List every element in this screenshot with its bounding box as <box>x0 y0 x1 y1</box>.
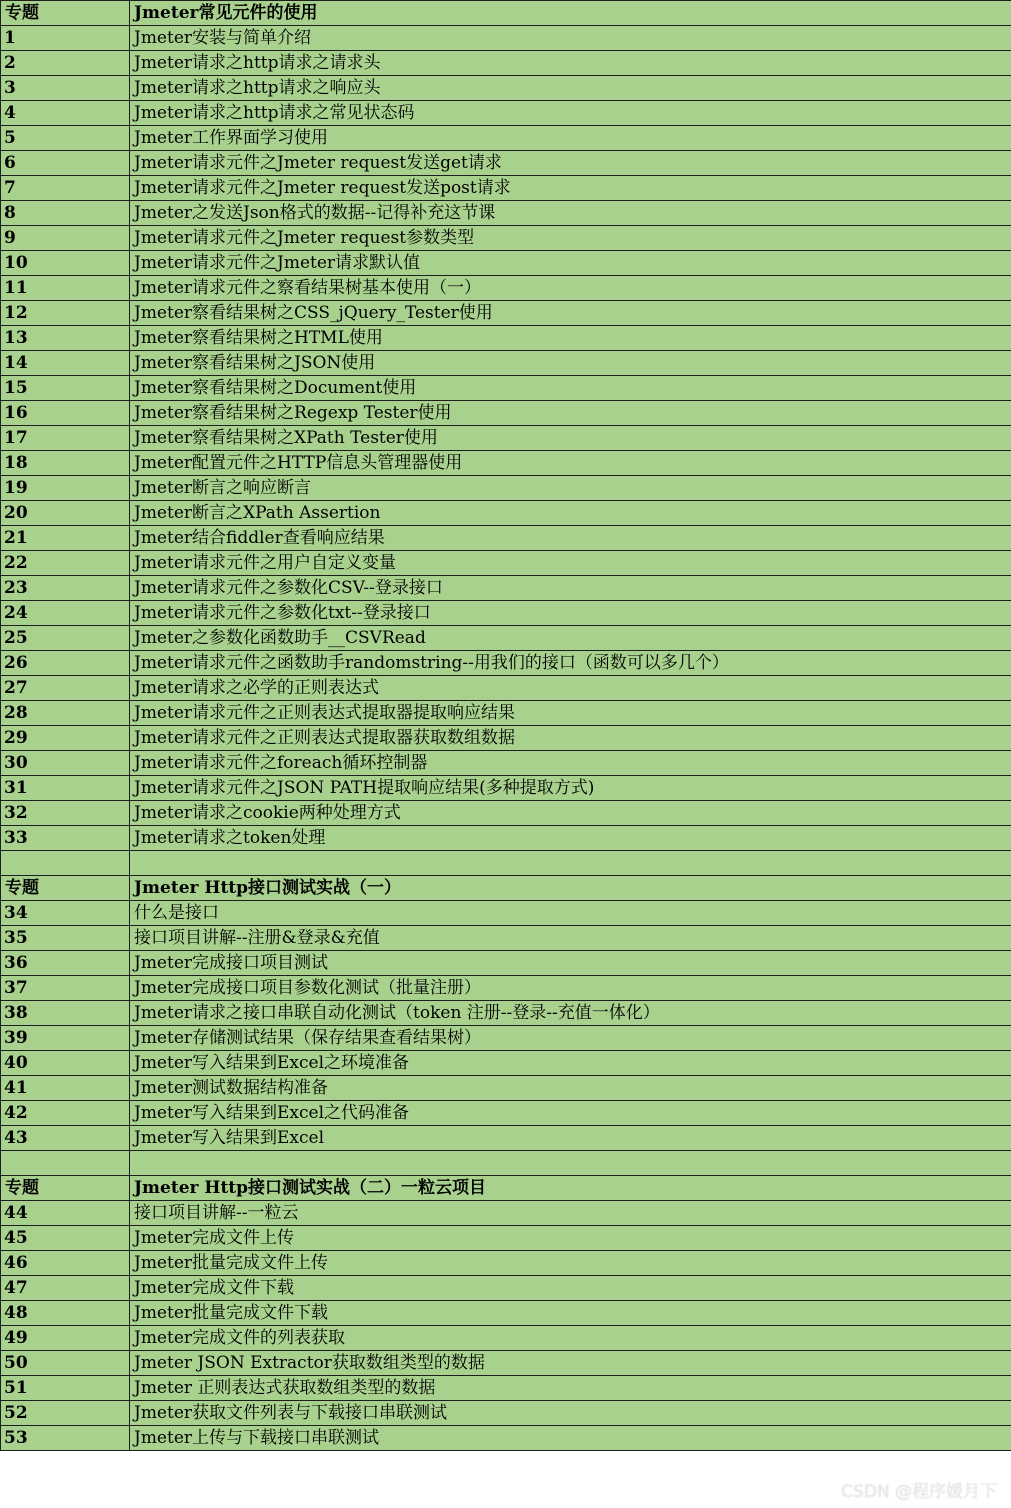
row-title: Jmeter请求元件之正则表达式提取器获取数组数据 <box>130 726 1011 751</box>
table-row <box>1 26 1011 51</box>
row-number: 42 <box>1 1101 130 1126</box>
row-number: 17 <box>1 426 130 451</box>
row-number: 8 <box>1 201 130 226</box>
row-number: 20 <box>1 501 130 526</box>
row-number: 27 <box>1 676 130 701</box>
row-number: 29 <box>1 726 130 751</box>
table-row <box>1 751 1011 776</box>
row-number: 51 <box>1 1376 130 1401</box>
row-title: Jmeter存储测试结果（保存结果查看结果树） <box>130 1026 1011 1051</box>
blank-cell <box>130 1151 1011 1176</box>
row-title: Jmeter请求元件之JSON PATH提取响应结果(多种提取方式) <box>130 776 1011 801</box>
section-header-row <box>1 876 1011 901</box>
table-row <box>1 701 1011 726</box>
row-number: 5 <box>1 126 130 151</box>
row-title: Jmeter断言之XPath Assertion <box>130 501 1011 526</box>
table-row <box>1 526 1011 551</box>
section-label: 专题 <box>1 1 130 26</box>
row-number: 39 <box>1 1026 130 1051</box>
table-row <box>1 376 1011 401</box>
table-row <box>1 826 1011 851</box>
table-row <box>1 1051 1011 1076</box>
row-title: Jmeter请求之cookie两种处理方式 <box>130 801 1011 826</box>
section-title: Jmeter常见元件的使用 <box>130 1 1011 26</box>
table-row <box>1 901 1011 926</box>
row-title: Jmeter写入结果到Excel <box>130 1126 1011 1151</box>
row-number: 11 <box>1 276 130 301</box>
row-title: Jmeter上传与下载接口串联测试 <box>130 1426 1011 1451</box>
table-row <box>1 1126 1011 1151</box>
row-number: 52 <box>1 1401 130 1426</box>
table-row <box>1 1226 1011 1251</box>
row-number: 25 <box>1 626 130 651</box>
section-title: Jmeter Http接口测试实战（一） <box>130 876 1011 901</box>
row-title: Jmeter请求元件之函数助手randomstring--用我们的接口（函数可以多几个） <box>130 651 1011 676</box>
table-row <box>1 1201 1011 1226</box>
table-row <box>1 951 1011 976</box>
row-title: 什么是接口 <box>130 901 1011 926</box>
row-number: 33 <box>1 826 130 851</box>
row-number: 44 <box>1 1201 130 1226</box>
row-title: Jmeter配置元件之HTTP信息头管理器使用 <box>130 451 1011 476</box>
section-label: 专题 <box>1 1176 130 1201</box>
row-number: 2 <box>1 51 130 76</box>
table-row <box>1 276 1011 301</box>
row-number: 15 <box>1 376 130 401</box>
table-row <box>1 626 1011 651</box>
table-row <box>1 601 1011 626</box>
row-number: 40 <box>1 1051 130 1076</box>
table-row <box>1 551 1011 576</box>
table-row <box>1 1251 1011 1276</box>
row-title: Jmeter批量完成文件上传 <box>130 1251 1011 1276</box>
table-row <box>1 326 1011 351</box>
table-row <box>1 726 1011 751</box>
row-title: Jmeter请求元件之参数化CSV--登录接口 <box>130 576 1011 601</box>
row-title: Jmeter察看结果树之XPath Tester使用 <box>130 426 1011 451</box>
course-table-body <box>1 1 1011 1451</box>
table-row <box>1 51 1011 76</box>
row-number: 23 <box>1 576 130 601</box>
row-title: Jmeter完成接口项目测试 <box>130 951 1011 976</box>
row-number: 30 <box>1 751 130 776</box>
row-title: Jmeter批量完成文件下载 <box>130 1301 1011 1326</box>
row-number: 26 <box>1 651 130 676</box>
table-row <box>1 576 1011 601</box>
row-number: 4 <box>1 101 130 126</box>
row-title: Jmeter测试数据结构准备 <box>130 1076 1011 1101</box>
table-row <box>1 1101 1011 1126</box>
table-row <box>1 251 1011 276</box>
row-number: 49 <box>1 1326 130 1351</box>
row-number: 24 <box>1 601 130 626</box>
row-title: Jmeter请求之token处理 <box>130 826 1011 851</box>
table-row <box>1 401 1011 426</box>
table-row <box>1 451 1011 476</box>
blank-row <box>1 851 1011 876</box>
blank-cell <box>1 1151 130 1176</box>
row-title: Jmeter工作界面学习使用 <box>130 126 1011 151</box>
table-row <box>1 226 1011 251</box>
row-title: Jmeter请求元件之Jmeter请求默认值 <box>130 251 1011 276</box>
row-title: Jmeter请求之必学的正则表达式 <box>130 676 1011 701</box>
row-number: 46 <box>1 1251 130 1276</box>
row-number: 38 <box>1 1001 130 1026</box>
row-title: Jmeter之发送Json格式的数据--记得补充这节课 <box>130 201 1011 226</box>
row-number: 10 <box>1 251 130 276</box>
row-number: 48 <box>1 1301 130 1326</box>
table-row <box>1 476 1011 501</box>
row-title: 接口项目讲解--一粒云 <box>130 1201 1011 1226</box>
row-title: 接口项目讲解--注册&登录&充值 <box>130 926 1011 951</box>
row-number: 41 <box>1 1076 130 1101</box>
table-row <box>1 126 1011 151</box>
table-row <box>1 351 1011 376</box>
row-title: Jmeter察看结果树之CSS_jQuery_Tester使用 <box>130 301 1011 326</box>
row-number: 45 <box>1 1226 130 1251</box>
row-number: 18 <box>1 451 130 476</box>
row-title: Jmeter察看结果树之Regexp Tester使用 <box>130 401 1011 426</box>
table-row <box>1 1351 1011 1376</box>
row-number: 12 <box>1 301 130 326</box>
row-title: Jmeter请求元件之参数化txt--登录接口 <box>130 601 1011 626</box>
row-title: Jmeter写入结果到Excel之环境准备 <box>130 1051 1011 1076</box>
table-row <box>1 776 1011 801</box>
row-number: 9 <box>1 226 130 251</box>
row-title: Jmeter获取文件列表与下载接口串联测试 <box>130 1401 1011 1426</box>
table-row <box>1 1026 1011 1051</box>
row-title: Jmeter之参数化函数助手__CSVRead <box>130 626 1011 651</box>
row-number: 21 <box>1 526 130 551</box>
row-title: Jmeter JSON Extractor获取数组类型的数据 <box>130 1351 1011 1376</box>
table-row <box>1 301 1011 326</box>
table-row <box>1 1401 1011 1426</box>
table-row <box>1 76 1011 101</box>
table-row <box>1 501 1011 526</box>
blank-cell <box>1 851 130 876</box>
row-number: 34 <box>1 901 130 926</box>
row-number: 16 <box>1 401 130 426</box>
row-title: Jmeter请求元件之Jmeter request发送get请求 <box>130 151 1011 176</box>
table-row <box>1 1001 1011 1026</box>
row-number: 53 <box>1 1426 130 1451</box>
row-title: Jmeter请求元件之察看结果树基本使用（一） <box>130 276 1011 301</box>
row-number: 31 <box>1 776 130 801</box>
row-title: Jmeter完成文件下载 <box>130 1276 1011 1301</box>
row-title: Jmeter请求之接口串联自动化测试（token 注册--登录--充值一体化） <box>130 1001 1011 1026</box>
row-number: 47 <box>1 1276 130 1301</box>
row-number: 28 <box>1 701 130 726</box>
row-title: Jmeter请求元件之Jmeter request发送post请求 <box>130 176 1011 201</box>
table-row <box>1 1276 1011 1301</box>
table-row <box>1 151 1011 176</box>
row-title: Jmeter完成文件上传 <box>130 1226 1011 1251</box>
row-number: 43 <box>1 1126 130 1151</box>
section-header-row <box>1 1176 1011 1201</box>
row-title: Jmeter 正则表达式获取数组类型的数据 <box>130 1376 1011 1401</box>
table-row <box>1 201 1011 226</box>
row-title: Jmeter安装与简单介绍 <box>130 26 1011 51</box>
row-number: 50 <box>1 1351 130 1376</box>
row-number: 22 <box>1 551 130 576</box>
table-row <box>1 426 1011 451</box>
row-number: 13 <box>1 326 130 351</box>
csdn-watermark: CSDN @程序媛月下 <box>841 1482 997 1502</box>
row-number: 36 <box>1 951 130 976</box>
row-number: 14 <box>1 351 130 376</box>
row-title: Jmeter写入结果到Excel之代码准备 <box>130 1101 1011 1126</box>
row-number: 19 <box>1 476 130 501</box>
table-row <box>1 1426 1011 1451</box>
row-title: Jmeter完成文件的列表获取 <box>130 1326 1011 1351</box>
table-row <box>1 176 1011 201</box>
row-number: 7 <box>1 176 130 201</box>
section-title: Jmeter Http接口测试实战（二）一粒云项目 <box>130 1176 1011 1201</box>
row-title: Jmeter察看结果树之JSON使用 <box>130 351 1011 376</box>
row-number: 35 <box>1 926 130 951</box>
row-title: Jmeter请求之http请求之请求头 <box>130 51 1011 76</box>
table-row <box>1 676 1011 701</box>
table-row <box>1 1076 1011 1101</box>
table-row <box>1 101 1011 126</box>
row-title: Jmeter断言之响应断言 <box>130 476 1011 501</box>
table-row <box>1 1376 1011 1401</box>
row-number: 6 <box>1 151 130 176</box>
blank-row <box>1 1151 1011 1176</box>
table-row <box>1 976 1011 1001</box>
section-header-row <box>1 1 1011 26</box>
table-row <box>1 926 1011 951</box>
table-row <box>1 801 1011 826</box>
row-number: 32 <box>1 801 130 826</box>
table-row <box>1 651 1011 676</box>
row-title: Jmeter请求元件之Jmeter request参数类型 <box>130 226 1011 251</box>
section-label: 专题 <box>1 876 130 901</box>
row-title: Jmeter请求元件之foreach循环控制器 <box>130 751 1011 776</box>
row-number: 1 <box>1 26 130 51</box>
table-row <box>1 1326 1011 1351</box>
blank-cell <box>130 851 1011 876</box>
row-number: 37 <box>1 976 130 1001</box>
row-title: Jmeter请求之http请求之常见状态码 <box>130 101 1011 126</box>
row-title: Jmeter请求元件之正则表达式提取器提取响应结果 <box>130 701 1011 726</box>
row-title: Jmeter请求元件之用户自定义变量 <box>130 551 1011 576</box>
row-number: 3 <box>1 76 130 101</box>
row-title: Jmeter结合fiddler查看响应结果 <box>130 526 1011 551</box>
row-title: Jmeter请求之http请求之响应头 <box>130 76 1011 101</box>
row-title: Jmeter完成接口项目参数化测试（批量注册） <box>130 976 1011 1001</box>
table-row <box>1 1301 1011 1326</box>
row-title: Jmeter察看结果树之HTML使用 <box>130 326 1011 351</box>
row-title: Jmeter察看结果树之Document使用 <box>130 376 1011 401</box>
